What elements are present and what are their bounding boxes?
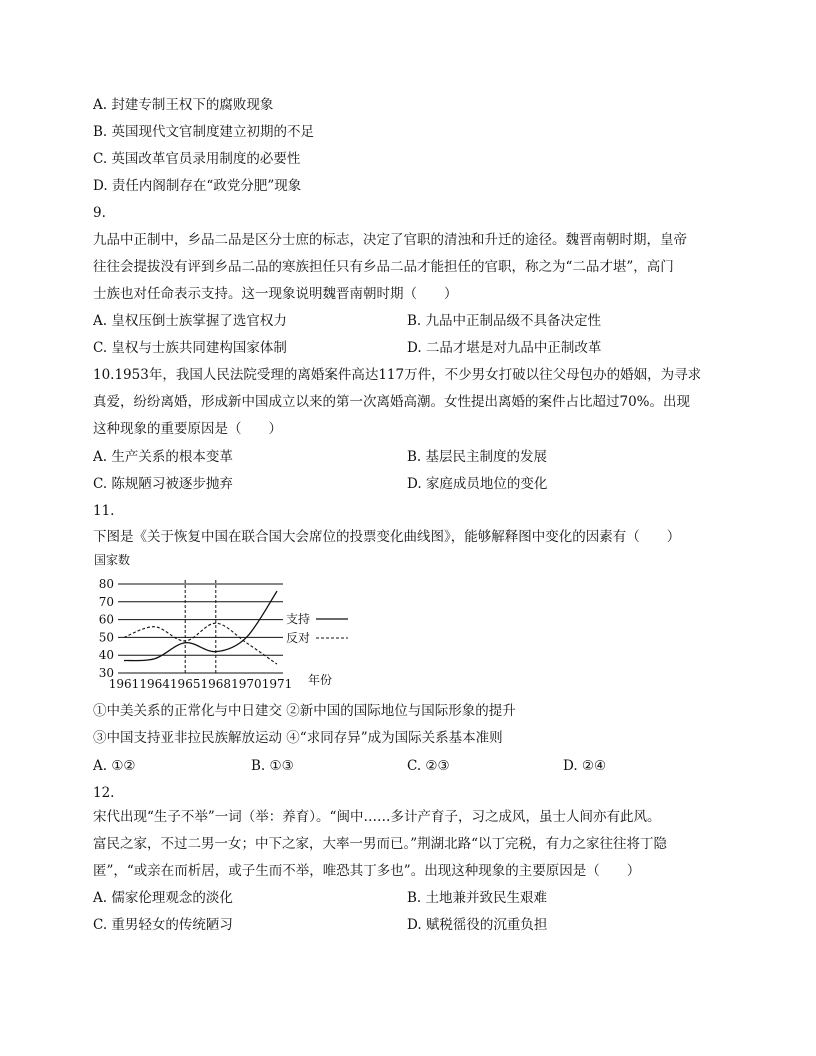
q9-stem-line-1: 九品中正制中，乡品二品是区分士庶的标志，决定了官职的清浊和升迁的途径。魏晋南朝时期，皇帝	[93, 232, 687, 248]
y-tick-label: 50	[98, 630, 114, 645]
q10-option-d: D. 家庭成员地位的变化	[407, 476, 548, 492]
q11-number: 11.	[93, 503, 115, 519]
q11-option-c: C. ②③	[407, 758, 450, 774]
q9-number: 9.	[93, 205, 106, 221]
y-tick-label: 80	[98, 577, 114, 591]
q10-stem-line-2: 真爱，纷纷离婚，形成新中国成立以来的第一次离婚高潮。女性提出离婚的案件占比超过70%。出现	[93, 394, 691, 410]
x-tick-label: 1961	[108, 677, 140, 691]
q12-stem-line-3: 匿”，“或亲在而析居，或子生而不举，唯恐其丁多也”。出现这种现象的主要原因是（ ）	[93, 863, 641, 879]
chart-x-axis-label: 年份	[308, 673, 333, 687]
q8-option-b: B. 英国现代文官制度建立初期的不足	[93, 124, 315, 140]
q10-option-a: A. 生产关系的根本变革	[93, 449, 233, 465]
q12-option-c: C. 重男轻女的传统陋习	[93, 917, 233, 933]
q12-number: 12.	[93, 785, 115, 801]
x-tick-label: 1964	[139, 677, 170, 691]
q11-option-a: A. ①②	[93, 758, 136, 774]
y-tick-label: 40	[98, 648, 114, 663]
legend-support-label: 支持	[286, 612, 311, 626]
series-oppose-line	[124, 623, 277, 664]
q11-statements-line-2: ③中国支持亚非拉民族解放运动 ④“求同存异”成为国际关系基本准则	[93, 730, 503, 746]
vote-line-chart	[88, 548, 358, 696]
q9-stem-line-3: 士族也对任命表示支持。这一现象说明魏晋南朝时期（ ）	[93, 286, 458, 302]
q9-option-a: A. 皇权压倒士族掌握了选官权力	[93, 313, 287, 329]
q8-option-a: A. 封建专制王权下的腐败现象	[93, 97, 274, 113]
y-tick-label: 30	[98, 666, 114, 680]
chart-y-axis-label: 国家数	[94, 553, 131, 567]
q11-stem: 下图是《关于恢复中国在联合国大会席位的投票变化曲线图》，能够解释图中变化的因素有（ ）	[93, 529, 681, 545]
q10-option-b: B. 基层民主制度的发展	[407, 449, 548, 465]
q10-stem-line-1: 10.1953年，我国人民法院受理的离婚案件高达117万件，不少男女打破以往父母包办的婚姻，为寻求	[93, 367, 702, 383]
q10-stem-line-3: 这种现象的重要原因是（ ）	[93, 421, 282, 437]
q12-stem-line-2: 富民之家，不过二男一女；中下之家，大率一男而已。”荆湖北路“以丁完税，有力之家往往将丁隐	[93, 836, 668, 852]
q9-option-d: D. 二品才堪是对九品中正制改革	[407, 340, 602, 356]
x-tick-label: 1965	[169, 677, 201, 691]
q8-option-d: D. 责任内阁制存在“政党分肥”现象	[93, 178, 302, 194]
x-tick-label: 1971	[261, 677, 293, 691]
q12-option-b: B. 土地兼并致民生艰难	[407, 890, 548, 906]
q11-option-d: D. ②④	[563, 758, 607, 774]
y-tick-label: 60	[98, 612, 114, 627]
q12-option-d: D. 赋税徭役的沉重负担	[407, 917, 548, 933]
x-tick-label: 1968	[200, 677, 232, 691]
q9-option-b: B. 九品中正制品级不具备决定性	[407, 313, 602, 329]
y-tick-label: 70	[98, 594, 114, 609]
q11-statements-line-1: ①中美关系的正常化与中日建交 ②新中国的国际地位与国际形象的提升	[93, 703, 516, 719]
q8-option-c: C. 英国改革官员录用制度的必要性	[93, 151, 301, 167]
q12-stem-line-1: 宋代出现“生子不举”一词（举：养育）。“闽中……多计产育子，习之成风，虽士人间亦有此风。	[93, 809, 661, 825]
q9-option-c: C. 皇权与士族共同建构国家体制	[93, 340, 287, 356]
q9-stem-line-2: 往往会提拔没有评到乡品二品的寒族担任只有乡品二品才能担任的官职，称之为“二品才堪”，高门	[93, 259, 674, 275]
q11-option-b: B. ①③	[251, 758, 294, 774]
q10-option-c: C. 陈规陋习被逐步抛弃	[93, 476, 233, 492]
legend-oppose-label: 反对	[286, 631, 311, 645]
q12-option-a: A. 儒家伦理观念的淡化	[93, 890, 233, 906]
x-tick-label: 1970	[231, 677, 262, 691]
